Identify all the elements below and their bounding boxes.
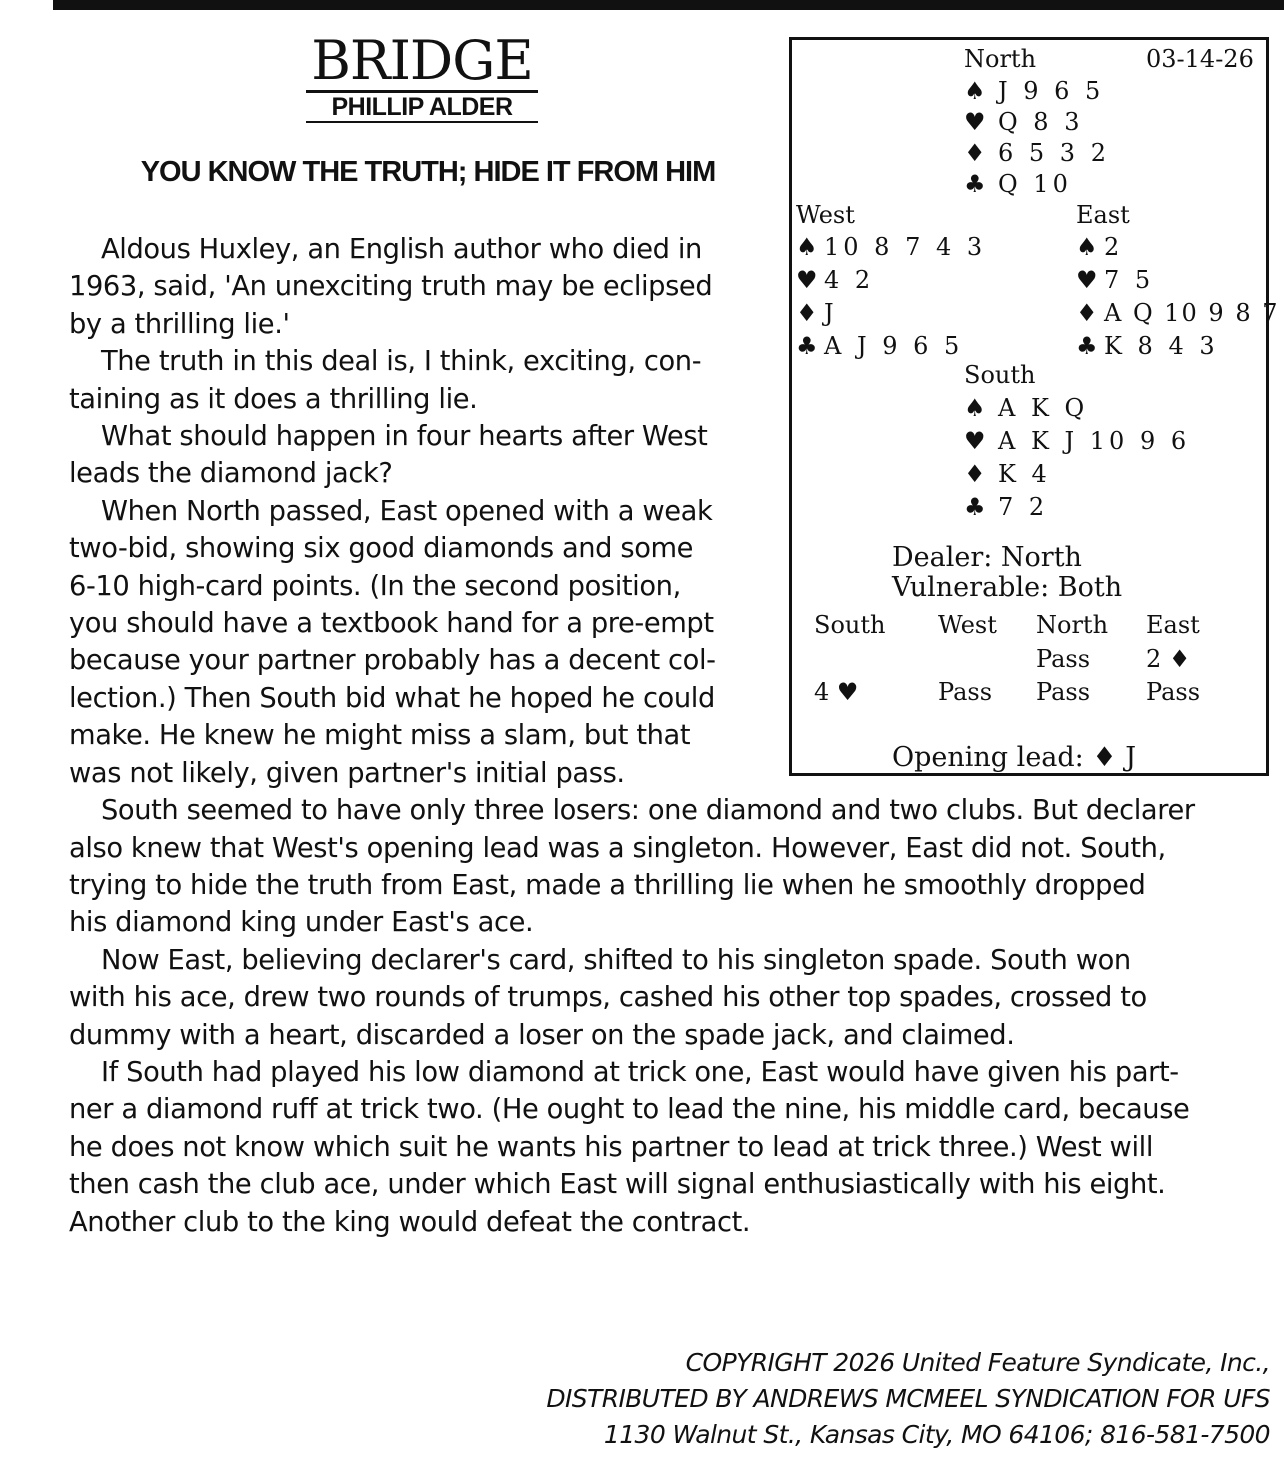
east-clubs: ♣ K 8 4 3 [1076,332,1219,360]
club-icon: ♣ [964,493,986,521]
body-line: make. He knew he might miss a slam, but that [69,720,691,752]
club-icon: ♣ [1076,332,1098,360]
north-clubs: ♣ Q 10 [964,170,1072,198]
copyright-line: DISTRIBUTED BY ANDREWS MCMEEL SYNDICATION FOR UFS [546,1384,1270,1413]
south-label: South [964,361,1036,389]
auction-header-east: East [1146,611,1200,639]
body-line: taining as it does a thrilling lie. [69,383,478,415]
deal-date: 03-14-26 [1146,45,1254,73]
dealer: Dealer: North [892,542,1082,573]
body-line: What should happen in four hearts after West [101,421,708,453]
auction-header-north: North [1036,611,1109,639]
west-clubs: ♣ A J 9 6 5 [796,332,964,360]
body-line: lection.) Then South bid what he hoped he could [69,682,715,714]
west-diamonds: ♦ J [796,299,838,327]
body-line: Aldous Huxley, an English author who died in [101,234,702,265]
body-line: then cash the club ace, under which East will signal enthusiastically with his eight. [69,1169,1166,1201]
north-spades: ♠ J 9 6 5 [964,77,1105,105]
diamond-icon: ♦ [964,460,986,488]
body-line: 6-10 high-card points. (In the second position, [69,570,681,602]
body-line: When North passed, East opened with a weak [101,495,713,527]
diamond-icon: ♦ [964,139,986,167]
west-label: West [796,201,855,229]
east-spades: ♠ 2 [1076,233,1124,261]
body-line: trying to hide the truth from East, made a thrilling lie when he smoothly dropped [69,869,1146,901]
heart-icon: ♥ [964,427,986,455]
club-icon: ♣ [964,170,986,198]
spade-icon: ♠ [1076,233,1098,261]
body-line: leads the diamond jack? [69,458,393,490]
diamond-icon: ♦ [796,299,818,327]
bridge-deal-diagram [789,37,1280,776]
body-line: ner a diamond ruff at trick two. (He ought to lead the nine, his middle card, because [69,1094,1190,1126]
south-spades: ♠ A K Q [964,394,1089,422]
diamond-icon: ♦ [1168,645,1191,673]
diamond-icon: ♦ [1092,742,1117,773]
body-line: If South had played his low diamond at trick one, East would have given his part- [101,1056,1179,1088]
body-line: by a thrilling lie.' [69,308,290,340]
west-spades: ♠ 10 8 7 4 3 [796,233,987,261]
club-icon: ♣ [796,332,818,360]
auction-south-bid-1: 4 ♥ [814,678,859,706]
body-line: The truth in this deal is, I think, exciting, con- [101,346,702,378]
spade-icon: ♠ [964,394,986,422]
body-line: you should have a textbook hand for a pre-empt [69,608,714,640]
auction-north-bid-2: Pass [1036,678,1091,706]
diamond-icon: ♦ [1076,299,1098,327]
copyright-notice [546,1345,1270,1453]
east-hearts: ♥ 7 5 [1076,266,1155,294]
north-diamonds: ♦ 6 5 3 2 [964,139,1110,167]
body-line: South seemed to have only three losers: one diamond and two clubs. But declarer [101,795,1195,827]
west-hearts: ♥ 4 2 [796,266,875,294]
auction-north-bid-1: Pass [1036,645,1091,673]
body-line: also knew that West's opening lead was a singleton. However, East did not. South, [69,832,1166,864]
north-label: North [964,45,1037,73]
auction-east-bid-2: Pass [1146,678,1201,706]
body-line: he does not know which suit he wants his partner to lead at trick three.) West will [69,1131,1154,1163]
body-line: 1963, said, 'An unexciting truth may be eclipsed [69,271,713,303]
body-line: Now East, believing declarer's card, shifted to his singleton spade. South won [101,944,1131,976]
east-label: East [1076,201,1130,229]
body-line: Another club to the king would defeat the contract. [69,1206,751,1238]
heart-icon: ♥ [836,678,859,706]
vulnerable: Vulnerable: Both [892,572,1123,603]
copyright-line: COPYRIGHT 2026 United Feature Syndicate, Inc., [685,1348,1270,1377]
auction-header-west: West [938,611,997,639]
east-diamonds: ♦ A Q 10 9 8 7 [1076,299,1280,327]
top-rule [53,0,1284,10]
spade-icon: ♠ [964,77,986,105]
auction-west-bid-1: Pass [938,678,993,706]
body-line: dummy with a heart, discarded a loser on the spade jack, and claimed. [69,1019,1015,1051]
article-headline: YOU KNOW THE TRUTH; HIDE IT FROM HIM [140,156,716,188]
spade-icon: ♠ [796,233,818,261]
auction-header-south: South [814,611,886,639]
masthead [300,29,544,123]
body-line: two-bid, showing six good diamonds and some [69,533,694,565]
column-author: PHILLIP ALDER [331,93,513,121]
copyright-line: 1130 Walnut St., Kansas City, MO 64106; 816-581-7500 [603,1420,1270,1449]
south-hearts: ♥ A K J 10 9 6 [964,427,1191,455]
auction-east-bid-1: 2 ♦ [1146,645,1191,673]
south-diamonds: ♦ K 4 [964,460,1051,488]
body-line: his diamond king under East's ace. [69,907,534,939]
body-line: because your partner probably has a decent col- [69,645,716,677]
heart-icon: ♥ [796,266,818,294]
opening-lead: Opening lead: ♦ J [892,742,1137,773]
column-title: BRIDGE [311,29,533,92]
heart-icon: ♥ [1076,266,1098,294]
south-clubs: ♣ 7 2 [964,493,1049,521]
heart-icon: ♥ [964,108,986,136]
body-line: was not likely, given partner's initial pass. [69,757,625,789]
body-line: with his ace, drew two rounds of trumps, cashed his other top spades, crossed to [69,982,1147,1014]
masthead-rule-bottom [306,121,538,123]
north-hearts: ♥ Q 8 3 [964,108,1084,136]
